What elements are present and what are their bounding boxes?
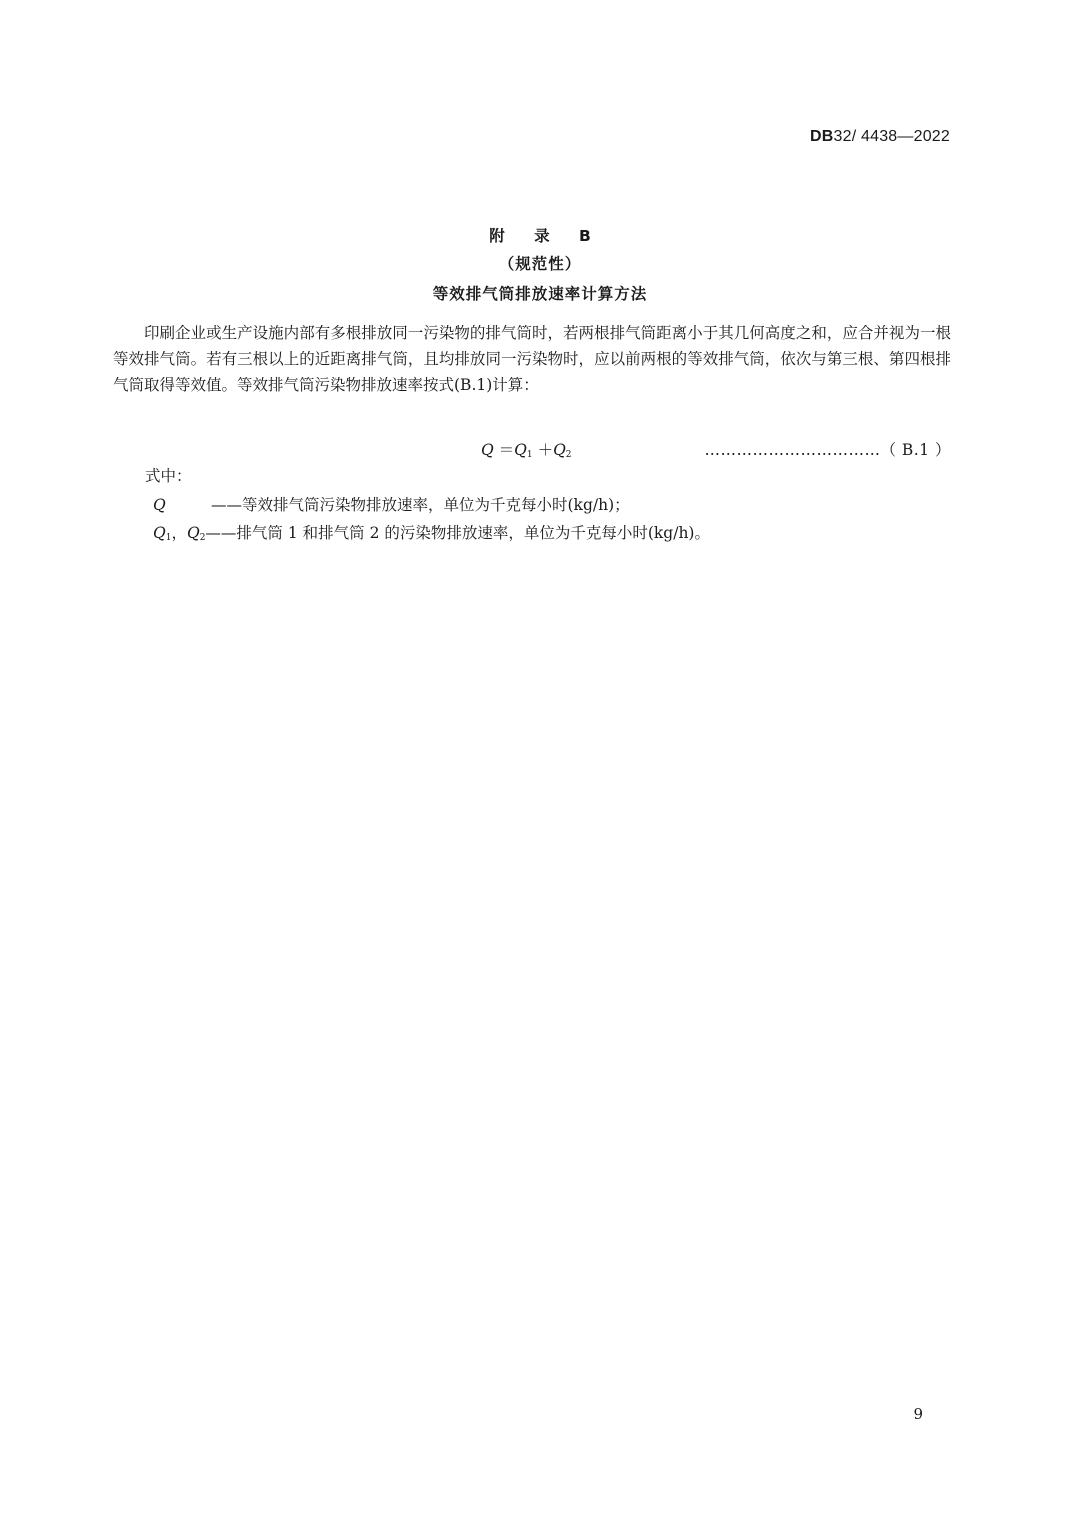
definition-symbol	[153, 520, 205, 551]
appendix-type: （规范性）	[498, 255, 582, 273]
definition-symbol-q1-sub: 1	[165, 533, 172, 543]
standard-code	[810, 128, 950, 146]
formula-term1-sub: 1	[526, 450, 533, 460]
definition-symbol-q1: Q	[153, 524, 166, 542]
formula-expression	[481, 437, 572, 468]
formula-term2-sub: 2	[565, 450, 572, 460]
formula-term1: Q	[514, 441, 527, 459]
definition-text: ——排气筒 1 和排气筒 2 的污染物排放速率，单位为千克每小时(kg/h)。	[205, 524, 710, 542]
standard-code-number: 32/ 4438—2022	[833, 128, 950, 145]
definition-symbol-q: Q	[153, 496, 166, 514]
appendix-name: 等效排气筒排放速率计算方法	[432, 285, 648, 303]
formula-number: ……………………………（ B.1 ）	[704, 441, 951, 459]
where-label: 式中：	[145, 467, 192, 485]
definition-symbol-q2: Q	[186, 524, 200, 542]
definition-row	[153, 492, 630, 518]
definition-separator: ，	[171, 524, 187, 542]
page-number: 9	[913, 1405, 923, 1423]
formula-plus: ＋	[537, 441, 554, 459]
formula-equals: ＝	[498, 441, 515, 459]
definition-symbol-q2-sub: 2	[199, 533, 206, 543]
body-paragraph: 印刷企业或生产设施内部有多根排放同一污染物的排气筒时，若两根排气筒距离小于其几何高度之和，应合并视为一根等效排气筒。若有三根以上的近距离排气筒，且均排放同一污染物时，应以前两根的等效排气筒，依次与第三根、第四根排气筒取得等效值。等效排气筒污染物排放速率按式(B.1)计算：	[113, 324, 951, 394]
formula-lhs: Q	[481, 441, 494, 459]
formula-term2: Q	[553, 441, 566, 459]
formula-b1	[113, 437, 951, 463]
definition-row	[153, 520, 710, 551]
appendix-title: 附 录 B	[489, 227, 603, 245]
standard-code-prefix: DB	[810, 128, 834, 145]
definition-symbol	[153, 492, 211, 518]
definition-text: ——等效排气筒污染物排放速率，单位为千克每小时(kg/h)；	[211, 496, 630, 514]
